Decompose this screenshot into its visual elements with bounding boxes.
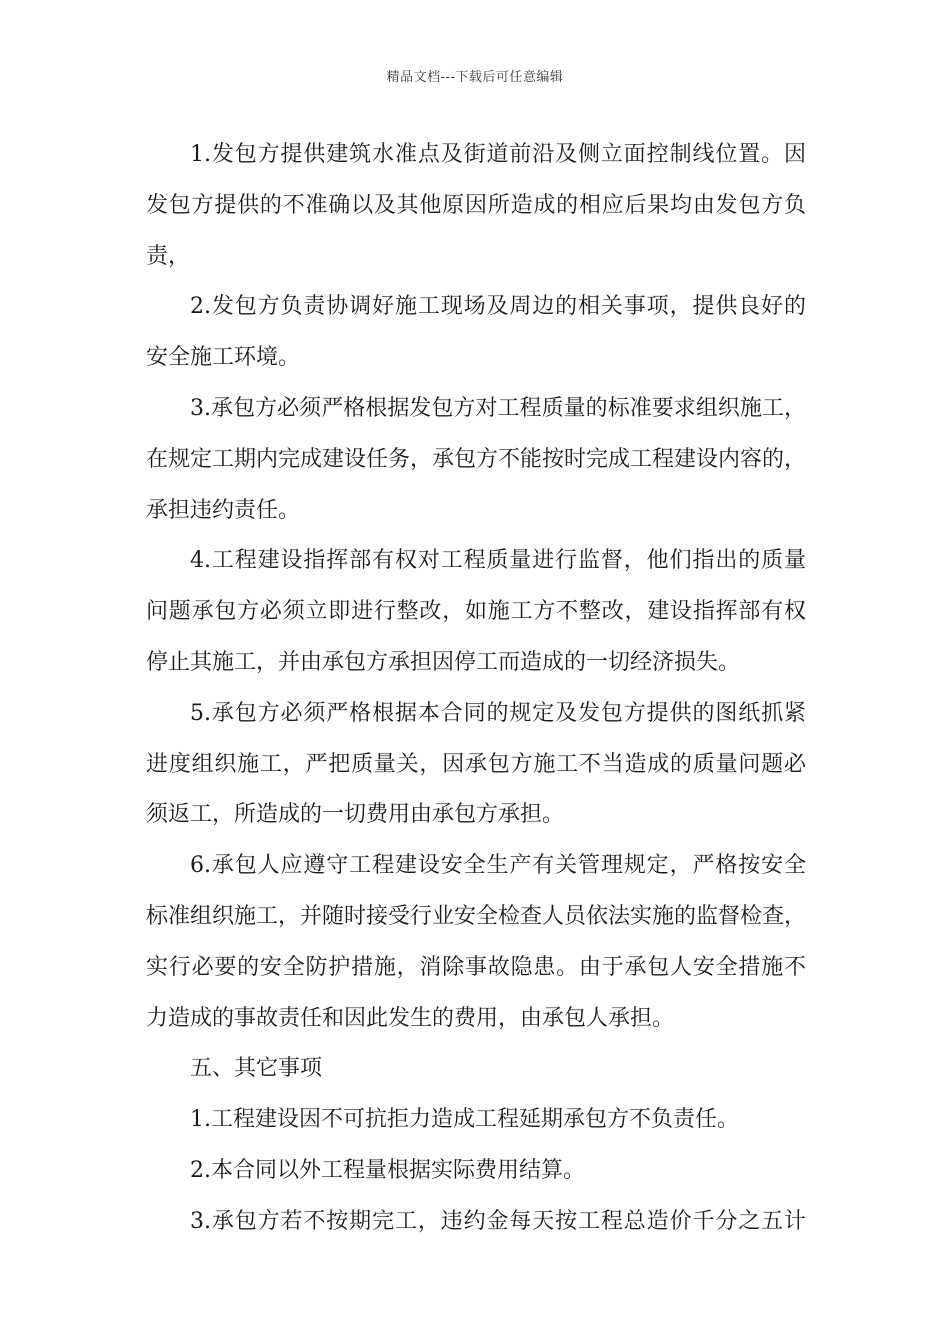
text-line: 安全施工环境。	[146, 345, 301, 371]
text-line: 责，	[146, 243, 191, 269]
text-line: 须返工，所造成的一切费用由承包方承担。	[146, 802, 565, 828]
text-line: 2.本合同以外工程量根据实际费用结算。	[190, 1157, 585, 1183]
text-line: 4.工程建设指挥部有权对工程质量进行监督，他们指出的质量	[190, 548, 806, 574]
text-line: 3.承包方若不按期完工，违约金每天按工程总造价千分之五计	[190, 1208, 806, 1234]
text-line: 力造成的事故责任和因此发生的费用，由承包人承担。	[146, 1005, 675, 1031]
text-line: 在规定工期内完成建设任务，承包方不能按时完成工程建设内容的，	[146, 446, 806, 472]
text-line: 发包方提供的不准确以及其他原因所造成的相应后果均由发包方负	[146, 192, 806, 218]
text-line: 1.工程建设因不可抗拒力造成工程延期承包方不负责任。	[190, 1107, 739, 1133]
text-line: 实行必要的安全防护措施，消除事故隐患。由于承包人安全措施不	[146, 954, 806, 980]
text-line: 承担违约责任。	[146, 497, 301, 523]
section-heading: 五、其它事项	[190, 1056, 323, 1082]
text-line: 6.承包人应遵守工程建设安全生产有关管理规定，严格按安全	[190, 853, 806, 879]
text-line: 5.承包方必须严格根据本合同的规定及发包方提供的图纸抓紧	[190, 700, 806, 726]
text-line: 进度组织施工，严把质量关，因承包方施工不当造成的质量问题必	[146, 751, 806, 777]
text-line: 标准组织施工，并随时接受行业安全检查人员依法实施的监督检查，	[146, 903, 806, 929]
text-line: 3.承包方必须严格根据发包方对工程质量的标准要求组织施工，	[190, 395, 806, 421]
page-header: 精品文档---下载后可任意编辑	[386, 70, 564, 85]
text-line: 停止其施工，并由承包方承担因停工而造成的一切经济损失。	[146, 649, 741, 675]
text-line: 1.发包方提供建筑水准点及街道前沿及侧立面控制线位置。因	[190, 142, 806, 167]
text-line: 问题承包方必须立即进行整改，如施工方不整改，建设指挥部有权	[146, 599, 806, 625]
document-body	[146, 130, 806, 1248]
text-line: 2.发包方负责协调好施工现场及周边的相关事项，提供良好的	[190, 294, 806, 320]
